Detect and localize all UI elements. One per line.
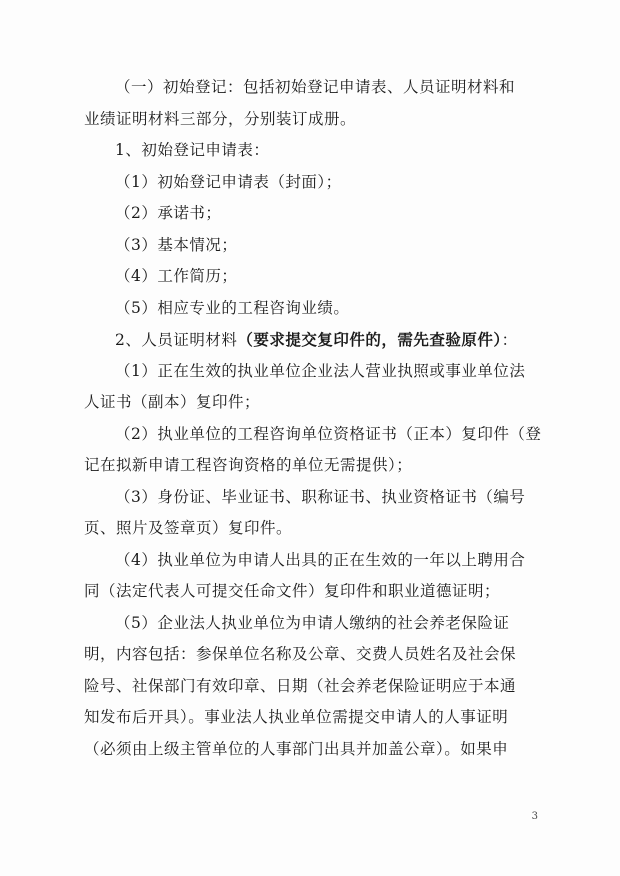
- paragraph-line: 知发布后开具）。事业法人执业单位需提交申请人的人事证明: [84, 708, 509, 726]
- paragraph-line: 险号、社保部门有效印章、日期（社会养老保险证明应于本通: [84, 676, 517, 695]
- bold-requirement-note: （要求提交复印件的，需先查验原件）: [237, 330, 502, 349]
- list-item: （2）承诺书；: [115, 204, 222, 222]
- paragraph-line: （必须由上级主管单位的人事部门出具并加盖公章）。如果申: [84, 739, 509, 758]
- list-item: （4）工作简历；: [115, 267, 238, 285]
- list-item: （4）执业单位为申请人出具的正在生效的一年以上聘用合: [115, 550, 526, 569]
- list-item: （1）初始登记申请表（封面）；: [115, 172, 342, 191]
- paragraph-line: 明，内容包括：参保单位名称及公章、交费人员姓名及社会保: [84, 645, 517, 663]
- page-number: 3: [531, 811, 538, 822]
- paragraph-line: 业绩证明材料三部分，分别装订成册。: [84, 109, 357, 128]
- list-item: （1）正在生效的执业单位企业法人营业执照或事业单位法: [115, 361, 526, 380]
- document-body: [84, 72, 544, 765]
- paragraph-line: 记在拟新申请工程咨询资格的单位无需提供）；: [84, 456, 413, 474]
- section-heading: 2、人员证明材料（要求提交复印件的，需先查验原件）：: [115, 330, 518, 349]
- list-item: （2）执业单位的工程咨询单位资格证书（正本）复印件（登: [115, 424, 542, 443]
- list-item: （5）企业法人执业单位为申请人缴纳的社会养老保险证: [115, 613, 510, 632]
- list-item: （3）基本情况；: [115, 235, 238, 254]
- list-item: （3）身份证、毕业证书、职称证书、执业资格证书（编号: [115, 487, 526, 506]
- paragraph-line: 人证书（副本）复印件；: [84, 393, 261, 411]
- paragraph-line: （一）初始登记：包括初始登记申请表、人员证明材料和: [115, 78, 516, 96]
- list-item: （5）相应专业的工程咨询业绩。: [115, 298, 350, 317]
- paragraph-line: 同（法定代表人可提交任命文件）复印件和职业道德证明；: [84, 582, 501, 600]
- paragraph-line: 页、照片及签章页）复印件。: [84, 519, 293, 537]
- section-heading: 1、初始登记申请表：: [115, 141, 270, 159]
